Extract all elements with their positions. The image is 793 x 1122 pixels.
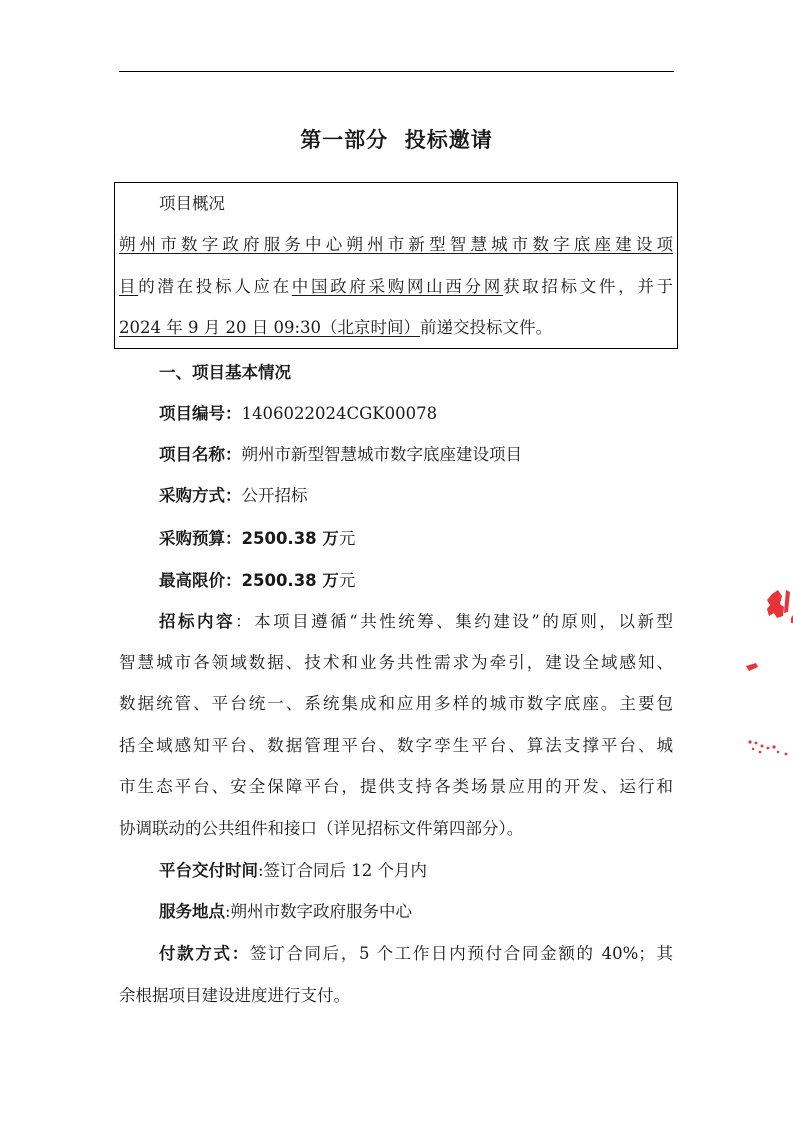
project-name-label: 项目名称：	[159, 445, 242, 464]
content-line-1-rest: ：本项目遵循“共性统筹、集约建设”的原则，以新型	[235, 612, 673, 631]
budget-row	[159, 528, 355, 550]
content-line-4: 括全域感知平台、数据管理平台、数字孪生平台、算法支撑平台、城	[119, 736, 673, 755]
project-name-value: 朔州市新型智慧城市数字底座建设项目	[241, 445, 522, 464]
location-label: 服务地点	[159, 902, 225, 921]
overview-line-2-end: 获取招标文件，并于	[502, 277, 674, 296]
procurement-method-label: 采购方式：	[159, 486, 242, 505]
project-number-row	[159, 403, 437, 425]
payment-line-2: 余根据项目建设进度进行支付。	[119, 986, 350, 1005]
max-price-number: 2500.38 万	[241, 571, 339, 590]
content-label: 招标内容	[159, 612, 236, 631]
deadline-date: 2024 年 9 月 20 日 09:30（北京时间）	[119, 318, 421, 337]
budget-unit: 元	[338, 529, 356, 548]
payment-label: 付款方式：	[159, 944, 250, 963]
budget-number: 2500.38 万	[241, 529, 339, 548]
location-row	[159, 901, 412, 923]
content-line-2: 智慧城市各领域数据、技术和业务共性需求为牵引，建设全域感知、	[119, 653, 673, 672]
project-name-row	[159, 444, 522, 466]
project-number-value: 1406022024CGK00078	[241, 404, 438, 423]
overview-line-2-mid: 的潜在投标人应在	[138, 277, 292, 296]
overview-line-3	[119, 317, 552, 339]
budget-label: 采购预算：	[159, 529, 242, 548]
overview-heading: 项目概况	[159, 194, 225, 213]
content-line-1	[159, 611, 673, 633]
header-rule	[119, 71, 674, 72]
seal-stamp-fragment	[742, 578, 793, 778]
content-line-3: 数据统管、平台统一、系统集成和应用多样的城市数字底座。主要包	[119, 694, 673, 713]
overview-line-1: 朔州市数字政府服务中心朔州市新型智慧城市数字底座建设项	[119, 235, 673, 254]
procurement-method-row	[159, 485, 308, 507]
delivery-label: 平台交付时间	[159, 861, 258, 880]
procurement-method-value: 公开招标	[241, 486, 308, 505]
procurement-site-link[interactable]: 中国政府采购网山西分网	[291, 277, 503, 296]
max-price-row	[159, 570, 355, 592]
section-1-heading: 一、项目基本情况	[159, 363, 291, 382]
max-price-unit: 元	[338, 571, 356, 590]
location-value: :朔州市数字政府服务中心	[225, 902, 413, 921]
payment-line-1-rest: 签订合同后，5 个工作日内预付合同金额的 40%；其	[249, 944, 673, 963]
project-name-link-end: 目	[119, 277, 139, 296]
delivery-value: :签订合同后 12 个月内	[258, 861, 428, 880]
max-price-label: 最高限价：	[159, 571, 242, 590]
overview-line-3-end: 前递交投标文件。	[420, 318, 553, 337]
content-line-6: 协调联动的公共组件和接口（详见招标文件第四部分）。	[119, 819, 524, 838]
page-title: 第一部分 投标邀请	[300, 128, 493, 152]
payment-line-1	[159, 943, 673, 965]
project-number-label: 项目编号：	[159, 404, 242, 423]
content-line-5: 市生态平台、安全保障平台，提供支持各类场景应用的开发、运行和	[119, 777, 673, 796]
delivery-row	[159, 860, 427, 882]
overview-line-2	[119, 276, 673, 298]
